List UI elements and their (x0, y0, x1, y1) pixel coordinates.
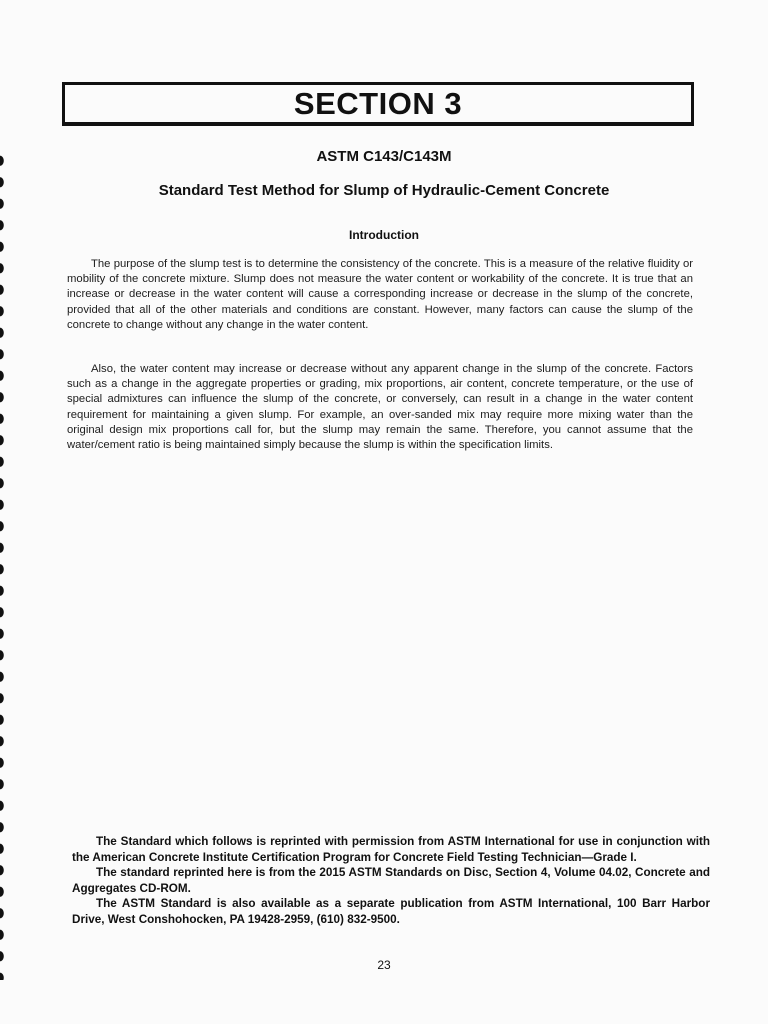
section-title-box (62, 82, 694, 126)
standard-number: ASTM C143/C143M (316, 148, 452, 165)
section-title: SECTION 3 (293, 86, 463, 121)
reprint-notice-paragraph-2: The standard reprinted here is from the 2015 ASTM Standards on Disc, Section 4, Volume 04.02, Concrete and Aggregates CD-ROM. (72, 866, 710, 895)
reprint-notice-paragraph-1: The Standard which follows is reprinted with permission from ASTM International for use in conjunction with the American Concrete Institute Certification Program for Concrete Field Testing Technician—Grade I. (72, 835, 710, 864)
standard-title: Standard Test Method for Slump of Hydraulic-Cement Concrete (158, 182, 610, 199)
page-number: 23 (377, 958, 391, 972)
introduction-heading: Introduction (349, 228, 419, 242)
introduction-paragraph-2: Also, the water content may increase or decrease without any apparent change in the slump of the concrete. Factors such as a change in the aggregate properties or grading, mix proportions, air content, concrete temperature, or the use of special admixtures can influence the slump of the concrete, or conversely, can result in a change in the water content requirement for maintaining a given slump. For example, an over-sanded mix may require more mixing water than the original design mix proportions call for, but the slump may remain the same. Therefore, you cannot assume that the water/cement ratio is being maintained simply because the slump is within the specification limits. (67, 363, 693, 452)
reprint-notice-paragraph-3: The ASTM Standard is also available as a separate publication from ASTM International, 100 Barr Harbor Drive, West Conshohocken, PA 19428-2959, (610) 832-9500. (72, 897, 710, 926)
spiral-binding-holes (0, 150, 8, 980)
reprint-notice (72, 834, 710, 928)
introduction-paragraph-1: The purpose of the slump test is to determine the consistency of the concrete. This is a measure of the relative fluidity or mobility of the concrete mixture. Slump does not measure the water content or workability of the concrete. It is true that an increase or decrease in the water content will cause a corresponding increase or decrease in the slump of the concrete, provided that all of the other materials and conditions are constant. However, many factors can cause the slump of the concrete to change without any change in the water content. (67, 258, 693, 331)
